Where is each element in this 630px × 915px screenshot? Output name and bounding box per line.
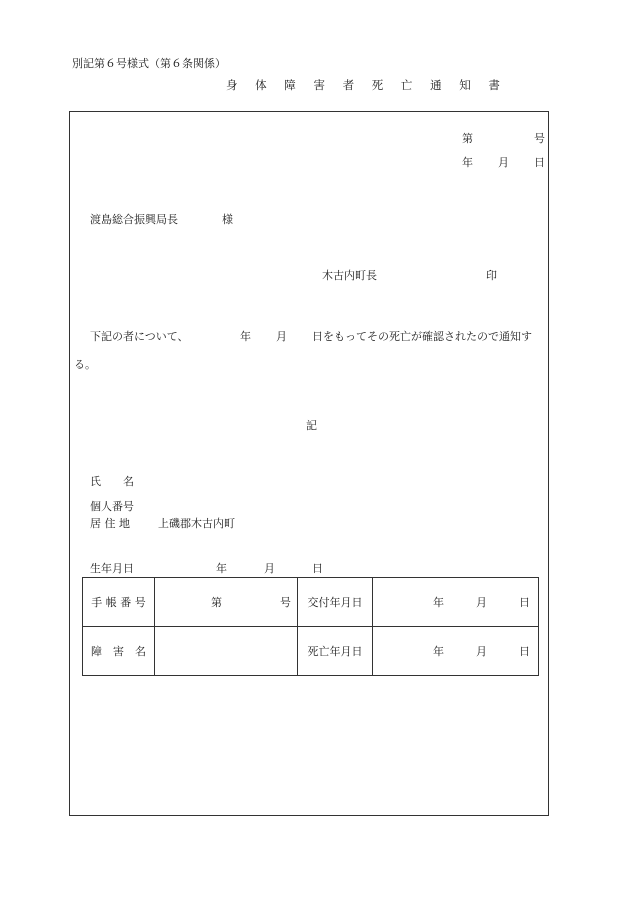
doc-number-prefix: 第 [462,132,473,145]
death-date-year: 年 [433,645,444,658]
addressee-name: 渡島総合振興局長 [90,213,178,226]
body-wrap: る。 [74,358,96,371]
issue-date-cell [373,578,539,627]
issue-day-label: 日 [534,156,545,169]
table-row [83,627,539,676]
death-date-cell [373,627,539,676]
personal-number-label: 個人番号 [90,500,134,513]
death-date-month: 月 [476,645,487,658]
body-rest: 日をもってその死亡が確認されたので通知す [312,330,532,343]
issue-date-day: 日 [519,596,530,609]
dob-year-label: 年 [216,562,227,575]
body-intro: 下記の者について、 [90,330,189,343]
issue-date-month: 月 [476,596,487,609]
booklet-number-suffix: 号 [280,596,291,609]
info-table [82,577,539,676]
dob-label: 生年月日 [90,562,134,575]
dob-day-label: 日 [312,562,323,575]
seal-mark: 印 [486,269,497,282]
document-title: 身 体 障 害 者 死 亡 通 知 書 [226,78,507,92]
table-row [83,578,539,627]
issue-date-year: 年 [433,596,444,609]
disability-name-label: 障 害 名 [83,627,155,676]
issue-year-label: 年 [462,156,473,169]
issue-date-label: 交付年月日 [298,578,373,627]
sender-name: 木古内町長 [322,269,377,282]
death-year-label: 年 [240,330,251,343]
death-month-label: 月 [276,330,287,343]
dob-month-label: 月 [264,562,275,575]
disability-name-cell [155,627,298,676]
death-date-label: 死亡年月日 [298,627,373,676]
address-label: 居 住 地 [90,517,130,530]
death-date-day: 日 [519,645,530,658]
form-label: 別記第６号様式（第６条関係） [72,57,226,70]
address-value: 上磯郡木古内町 [158,517,235,530]
booklet-number-label: 手 帳 番 号 [83,578,155,627]
issue-month-label: 月 [498,156,509,169]
doc-number-suffix: 号 [534,132,545,145]
notation-heading: 記 [306,419,317,432]
addressee-honorific: 様 [222,213,233,226]
name-label: 氏 名 [90,475,134,488]
booklet-number-cell [155,578,298,627]
booklet-number-prefix: 第 [211,596,222,609]
